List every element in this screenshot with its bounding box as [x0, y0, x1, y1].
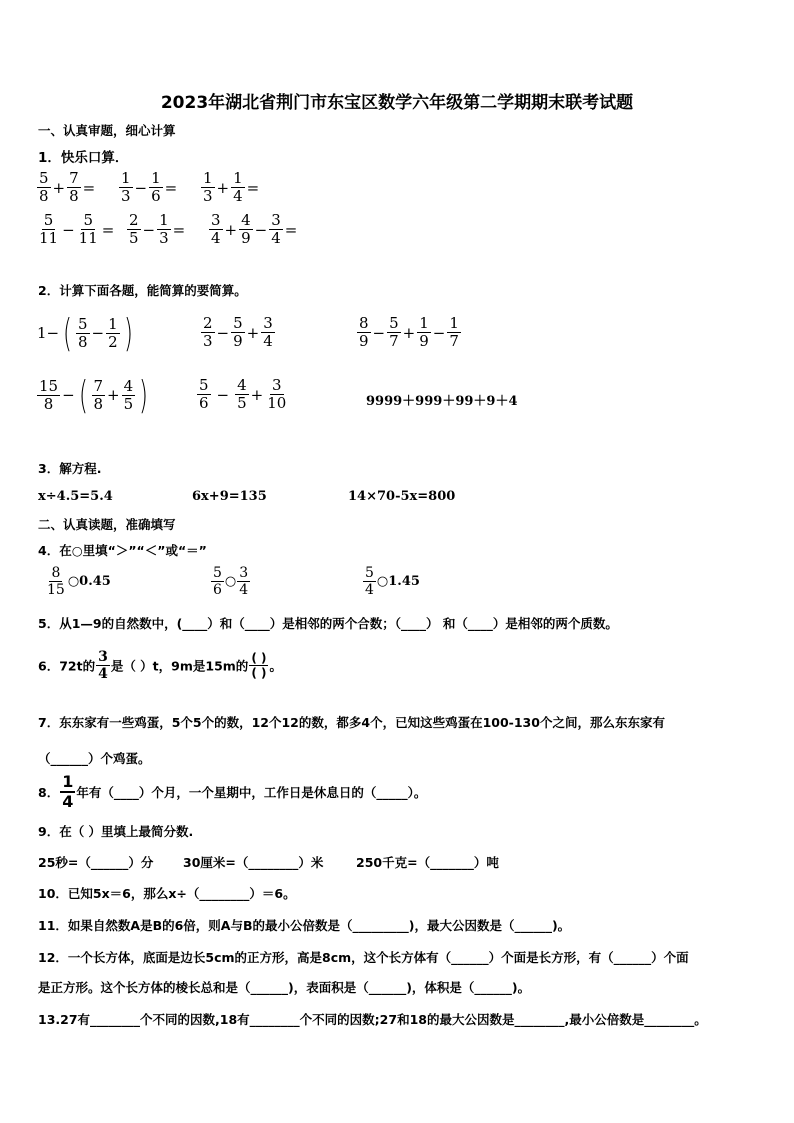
question-7-line-2: （______）个鸡蛋。	[38, 751, 151, 766]
q2-expression-1: 1− ( $\frac{5}{8}$ − $\frac{1}{2}$ )	[37, 311, 133, 355]
question-7-line-1: 7．东东家有一些鸡蛋，5个5个的数，12个12的数，都多4个，已知这些鸡蛋在100-130个之间，那么东东家有	[38, 715, 665, 730]
q1-row2-item2: $\frac{2}{5}$ − $\frac{1}{3}$ =	[129, 211, 186, 247]
q4-item-2: $\frac{5}{6}$ ○ $\frac{3}{4}$	[213, 565, 249, 598]
question-3-label: 3．解方程.	[38, 461, 102, 476]
question-8: 8． $\frac{1}{4}$ 年有（____）个月，一个星期中，工作日是休息日的（_____）。	[38, 772, 427, 811]
question-5: 5．从1—9的自然数中，(____）和（____）是相邻的两个合数；（____） 和（____）是相邻的两个质数。	[38, 616, 618, 631]
q2-expression-3: $\frac{8}{9}$ − $\frac{5}{7}$ + $\frac{1}{9}$ − $\frac{1}{7}$	[359, 314, 459, 350]
q3-equation-2: 6x+9=135	[192, 489, 267, 504]
question-4-label: 4．在○里填“＞”“＜”或“＝”	[38, 543, 207, 558]
question-2-label: 2．计算下面各题，能简算的要简算。	[38, 283, 247, 298]
question-9-label: 9．在（ ）里填上最简分数.	[38, 824, 194, 839]
section-1-heading: 一、认真审题，细心计算	[38, 123, 176, 138]
q1-row1-item2: $\frac{1}{3}$ − $\frac{1}{6}$ =	[121, 169, 178, 205]
page-title: 2023年湖北省荆门市东宝区数学六年级第二学期期末联考试题	[160, 93, 634, 113]
q9-item-1: 25秒=（______）分	[38, 855, 154, 870]
q2-expression-5: $\frac{5}{6}$ − $\frac{4}{5}$ + $\frac{3}{10}$	[199, 376, 287, 412]
q4-item-3: $\frac{5}{4}$ ○1.45	[365, 565, 420, 598]
q1-row2-item1: $\frac{5}{11}$ − $\frac{5}{11}$ =	[39, 211, 115, 247]
question-12-line-2: 是正方形。这个长方体的棱长总和是（______)，表面积是（______)，体积是（______)。	[38, 980, 531, 995]
question-6: 6．72t的 $\frac{3}{4}$ 是（ ）t，9m是15m的 $\frac{( )}{( )}$ 。	[38, 649, 282, 682]
q2-expression-2: $\frac{2}{3}$ − $\frac{5}{9}$ + $\frac{3}{4}$	[203, 314, 273, 350]
q9-item-3: 250千克=（_______）吨	[356, 855, 499, 870]
section-2-heading: 二、认真读题，准确填写	[38, 517, 176, 532]
q3-equation-3: 14×70-5x=800	[348, 489, 456, 504]
q8-fraction: $\frac{1}{4}$	[62, 772, 74, 811]
q1-row1-item1: $\frac{5}{8}$ + $\frac{7}{8}$ =	[39, 169, 96, 205]
q9-item-2: 30厘米=（________）米	[183, 855, 324, 870]
q4-item-1: $\frac{8}{15}$ ○0.45	[47, 565, 111, 598]
question-10: 10．已知5x＝6，那么x÷（________）＝6。	[38, 886, 296, 901]
question-11: 11．如果自然数A是B的6倍，则A与B的最小公倍数是（_________)，最大公因数是（______)。	[38, 918, 571, 933]
q1-row1-item3: $\frac{1}{3}$ + $\frac{1}{4}$ =	[203, 169, 260, 205]
question-1-label: 1．快乐口算．	[38, 150, 129, 166]
q2-expression-6: 9999＋999＋99＋9＋4	[366, 394, 518, 409]
q1-row2-item3: $\frac{3}{4}$ + $\frac{4}{9}$ − $\frac{3}{4}$ =	[211, 211, 298, 247]
q3-equation-1: x÷4.5=5.4	[38, 489, 113, 504]
question-13: 13.27有________个不同的因数,18有________个不同的因数;27和18的最大公因数是________,最小公倍数是________。	[38, 1012, 707, 1027]
q2-expression-4: $\frac{15}{8}$ − ( $\frac{7}{8}$ + $\frac{4}{5}$ )	[39, 373, 149, 417]
question-12-line-1: 12．一个长方体，底面是边长5cm的正方形，高是8cm，这个长方体有（______）个面是长方形，有（______）个面	[38, 950, 689, 965]
